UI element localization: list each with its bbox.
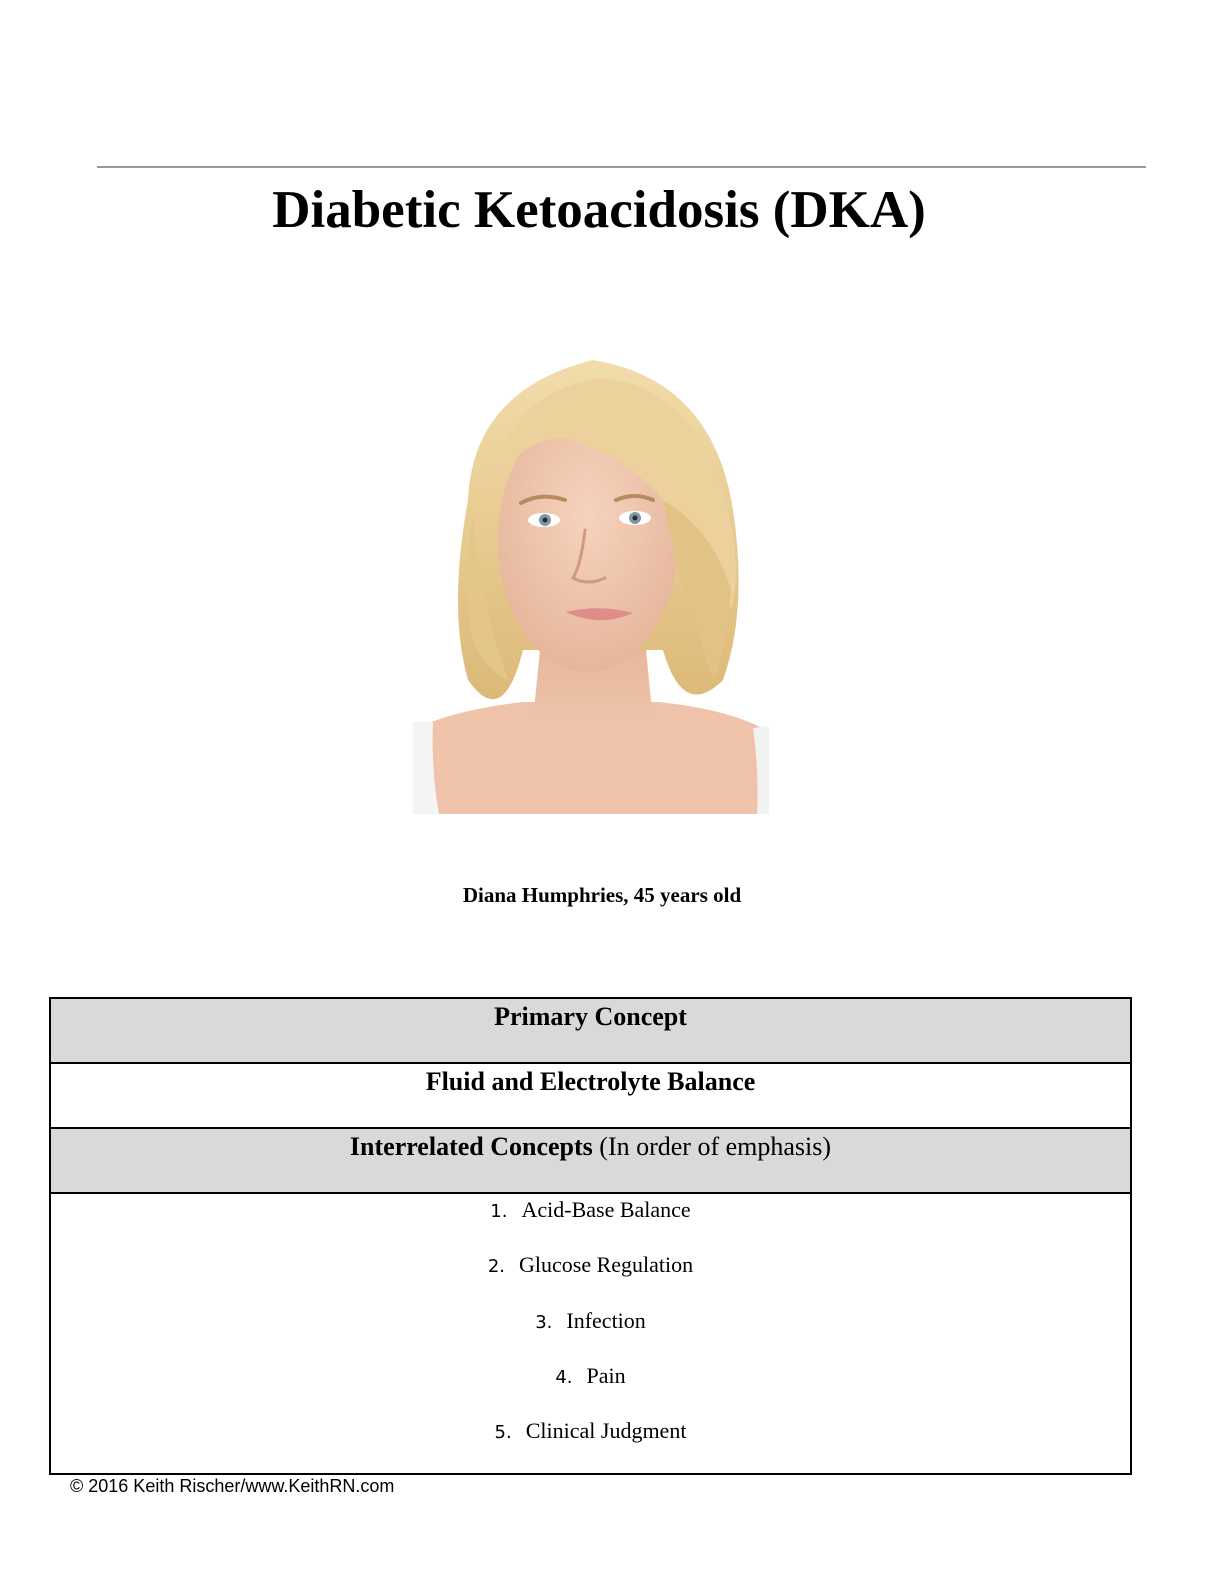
interrelated-concepts-note: (In order of emphasis) [599, 1132, 832, 1161]
interrelated-concepts-header [51, 1129, 1130, 1162]
list-item-number: 3. [535, 1311, 553, 1333]
primary-concept-value-row [50, 1063, 1131, 1128]
list-item-label: Glucose Regulation [519, 1252, 694, 1278]
patient-caption: Diana Humphries, 45 years old [462, 883, 742, 907]
patient-photo [413, 350, 769, 814]
interrelated-concepts-header-row [50, 1128, 1131, 1193]
header-rule [97, 166, 1146, 168]
copyright-footer: © 2016 Keith Rischer/www.KeithRN.com [70, 1476, 395, 1496]
interrelated-concepts-list-row [50, 1193, 1131, 1474]
primary-concept-header-cell [50, 998, 1131, 1063]
list-item [51, 1197, 1130, 1252]
concepts-table [49, 997, 1132, 1475]
list-item [51, 1363, 1130, 1418]
primary-concept-value-cell [50, 1063, 1131, 1128]
list-item-number: 4. [555, 1366, 573, 1388]
list-item [51, 1418, 1130, 1473]
interrelated-concepts-header-cell [50, 1128, 1131, 1193]
list-item-label: Infection [566, 1307, 646, 1333]
list-item-number: 1. [490, 1201, 508, 1222]
list-item-number: 5. [494, 1422, 512, 1444]
primary-concept-header [51, 999, 1130, 1032]
document-title: Diabetic Ketoacidosis (DKA) [272, 181, 926, 239]
interrelated-concepts-header-text: Interrelated Concepts [349, 1132, 593, 1161]
primary-concept-value-text: Fluid and Electrolyte Balance [425, 1067, 756, 1096]
primary-concept-value [51, 1064, 1130, 1097]
list-item-label: Clinical Judgment [525, 1418, 687, 1444]
interrelated-concepts-list-cell [50, 1193, 1131, 1474]
list-item-label: Acid-Base Balance [521, 1197, 691, 1222]
list-item [51, 1308, 1130, 1363]
portrait-photo-icon [413, 350, 769, 814]
list-item [51, 1252, 1130, 1307]
primary-concept-header-row [50, 998, 1131, 1063]
list-item-label: Pain [586, 1362, 626, 1388]
list-item-number: 2. [487, 1256, 506, 1278]
interrelated-concepts-list [51, 1194, 1130, 1473]
primary-concept-header-text: Primary Concept [494, 1002, 687, 1031]
